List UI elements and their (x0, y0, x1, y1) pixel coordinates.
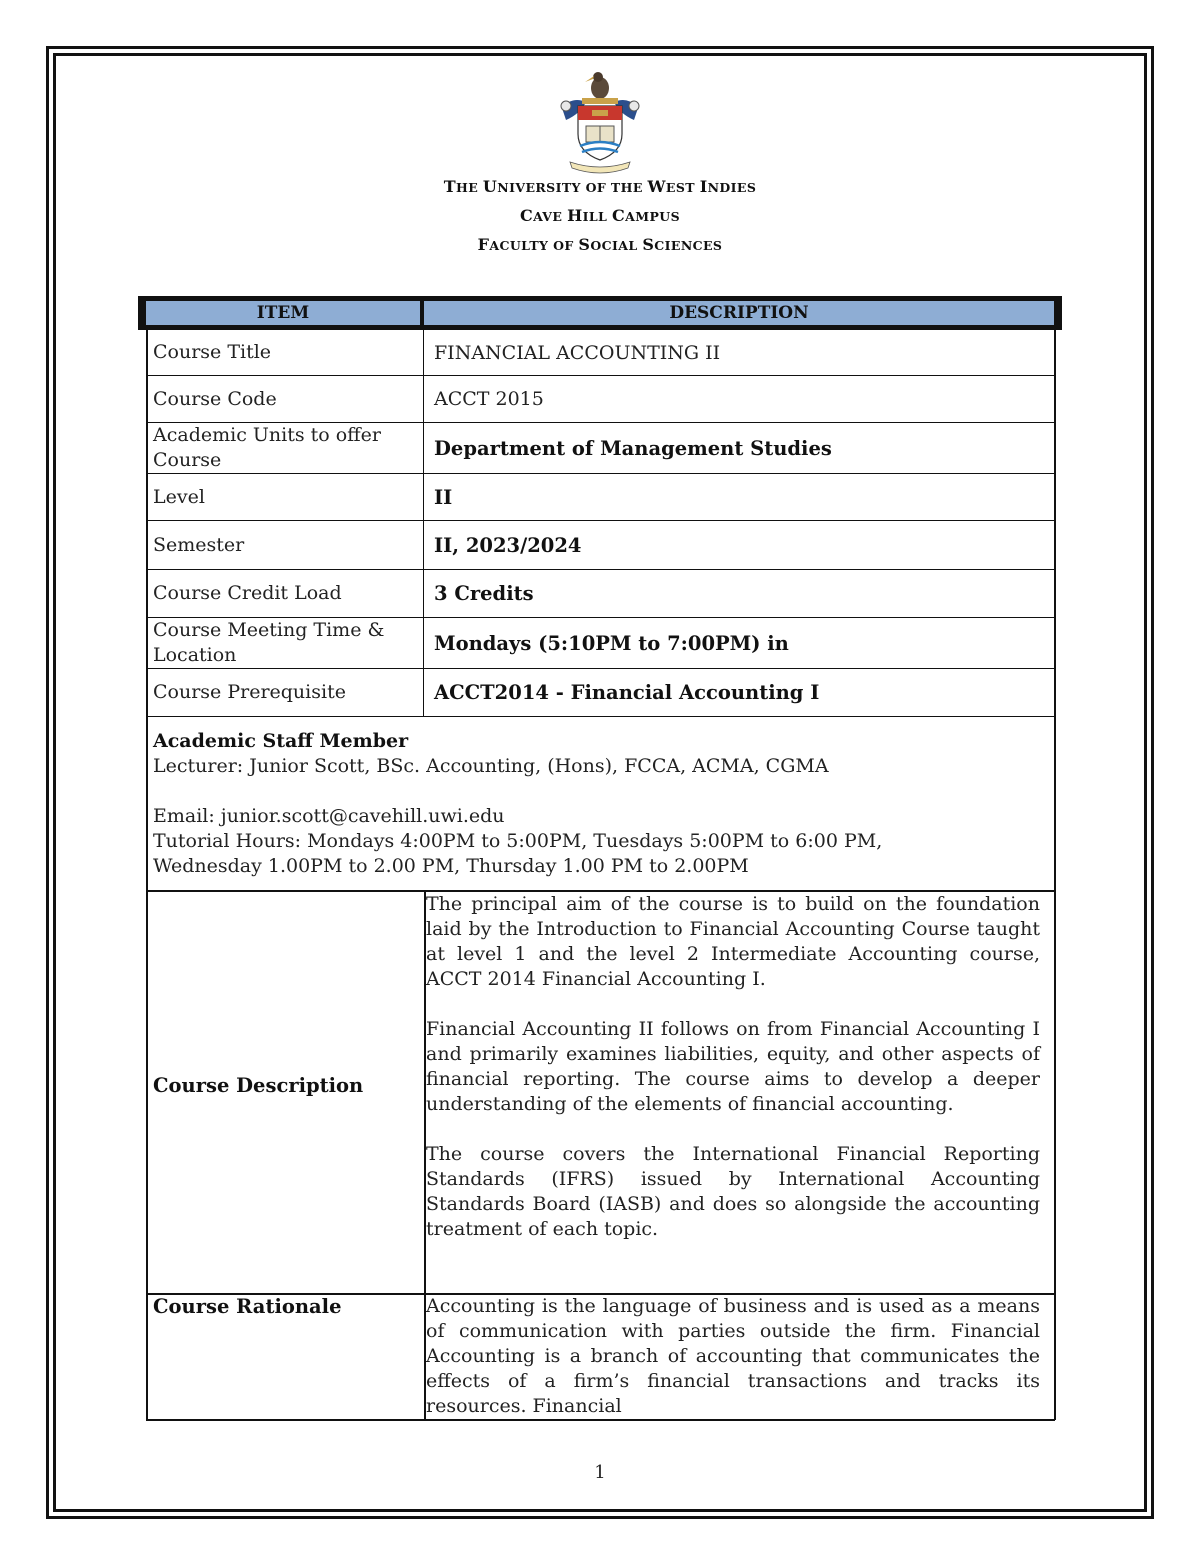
faculty-name: FACULTY OF SOCIAL SCIENCES (477, 235, 723, 254)
table-row (146, 521, 1055, 570)
staff-title: Academic Staff Member (153, 730, 409, 752)
row-label: Level (146, 474, 424, 520)
row-label: Semester (146, 521, 424, 569)
table-row (146, 423, 1055, 474)
row-value: 3 Credits (434, 582, 534, 605)
row-value: II, 2023/2024 (434, 533, 582, 557)
row-label: Academic Units to offer Course (146, 423, 424, 473)
divider (146, 1419, 1055, 1421)
row-label: Course Code (146, 376, 424, 422)
row-value: II (434, 485, 453, 509)
description-paragraph: The principal aim of the course is to build on the foundation laid by the Introduction to Financial Accounting Course taught at level 1 and the level 2 Intermediate Accounting course, ACCT 2014 Financial Accounting I. (426, 893, 1040, 990)
campus-name: CAVE HILL CAMPUS (519, 206, 681, 225)
course-rationale-label: Course Rationale (153, 1295, 342, 1318)
table-row (146, 376, 1055, 423)
table-row (146, 669, 1055, 717)
course-description-label: Course Description (153, 1074, 364, 1097)
course-description-text (426, 892, 1040, 1242)
university-name: THE UNIVERSITY OF THE WEST INDIES (443, 177, 757, 196)
table-row (146, 330, 1055, 376)
page-number: 1 (594, 1462, 606, 1483)
tutorial-hours-line-2: Wednesday 1.00PM to 2.00 PM, Thursday 1.00 PM to 2.00PM (153, 855, 749, 877)
row-value: FINANCIAL ACCOUNTING II (434, 341, 721, 364)
table-row (146, 618, 1055, 669)
row-value: Mondays (5:10PM to 7:00PM) in (434, 631, 789, 655)
course-rationale-text: Accounting is the language of business and is used as a means of communication with parties outside the firm. Financial Accounting is a branch of accounting that communicates the effects of a firm’s financial transactions and tracks its resources. Financial (426, 1295, 1040, 1417)
academic-staff-section (146, 729, 1055, 879)
row-label: Course Prerequisite (146, 669, 424, 716)
row-label: Course Title (146, 330, 424, 375)
table-row (146, 570, 1055, 618)
row-label: Course Credit Load (146, 570, 424, 617)
description-paragraph: Financial Accounting II follows on from Financial Accounting I and primarily examines liabilities, equity, and other aspects of financial reporting. The course aims to develop a deeper understanding of the elements of financial accounting. (426, 1018, 1040, 1115)
email-line: Email: junior.scott@cavehill.uwi.edu (153, 805, 505, 827)
lecturer-line: Lecturer: Junior Scott, BSc. Accounting, (Hons), FCCA, ACMA, CGMA (153, 755, 829, 777)
tutorial-hours-line-1: Tutorial Hours: Mondays 4:00PM to 5:00PM, Tuesdays 5:00PM to 6:00 PM, (153, 830, 883, 852)
university-crest-icon (552, 68, 648, 176)
row-value: ACCT 2015 (434, 388, 544, 410)
header-item: ITEM (146, 301, 420, 325)
description-paragraph: The course covers the International Financial Reporting Standards (IFRS) issued by International Accounting Standards Board (IASB) and does so alongside the accounting treatment of each topic. (426, 1143, 1040, 1240)
header-description: DESCRIPTION (424, 301, 1054, 325)
row-value: ACCT2014 - Financial Accounting I (434, 681, 820, 704)
table-row (146, 474, 1055, 521)
row-label: Course Meeting Time & Location (146, 618, 424, 668)
row-value: Department of Management Studies (434, 436, 832, 460)
